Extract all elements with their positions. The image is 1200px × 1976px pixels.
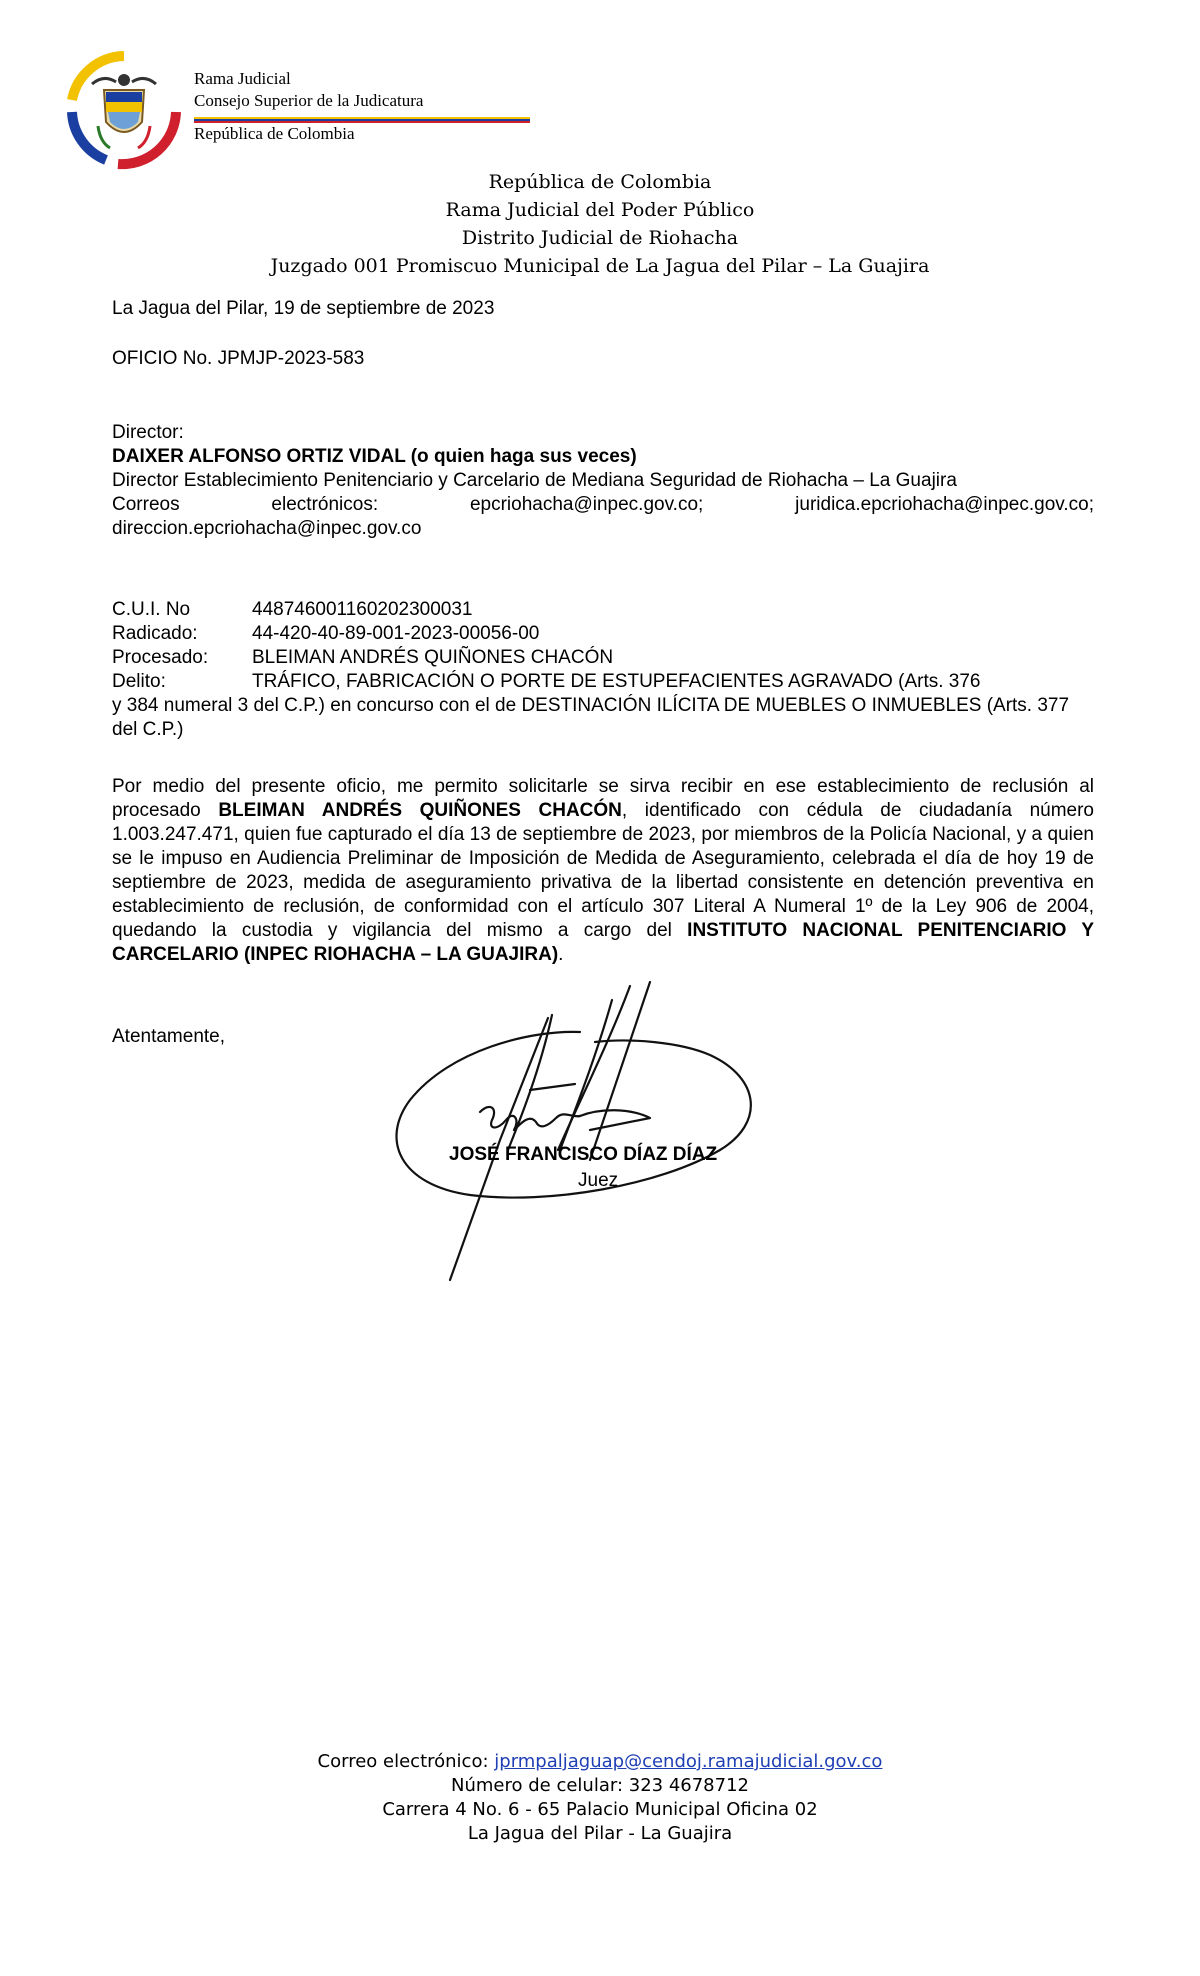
recipient-position: Director Establecimiento Penitenciario y Carcelario de Mediana Seguridad de Riohacha – La Guajira: [112, 470, 957, 491]
recipient-title: Director:: [112, 422, 184, 443]
letterhead-line3: República de Colombia: [194, 124, 355, 143]
delito-continuation: y 384 numeral 3 del C.P.) en concurso con el de DESTINACIÓN ILÍCITA DE MUEBLES O INMUEBLES (Arts. 377 del C.P.): [112, 695, 1070, 740]
body-bold-name: BLEIMAN ANDRÉS QUIÑONES CHACÓN: [218, 800, 622, 821]
recipient-name: DAIXER ALFONSO ORTIZ VIDAL (o quien haga sus veces): [112, 446, 637, 467]
footer-city: La Jagua del Pilar - La Guajira: [467, 1823, 733, 1844]
footer-email-label: Correo electrónico:: [317, 1751, 495, 1772]
letterhead-text: [194, 68, 423, 112]
delito-label: Delito:: [112, 671, 166, 692]
letterhead-line1: Rama Judicial: [194, 69, 291, 88]
case-delito-row: [112, 670, 1094, 694]
cui-label: C.U.I. No: [112, 599, 191, 620]
date-line: La Jagua del Pilar, 19 de septiembre de 2023: [112, 298, 495, 319]
closing: Atentamente,: [112, 1026, 226, 1047]
case-details: [112, 598, 1094, 742]
body-part3: .: [558, 944, 564, 965]
body-paragraph: [112, 775, 1094, 967]
oficio-number: OFICIO No. JPMJP-2023-583: [112, 348, 365, 369]
letterhead-logo: [64, 50, 484, 170]
signer-role: Juez: [578, 1170, 619, 1191]
body-part2: , identificado con cédula de ciudadanía número 1.003.247.471, quien fue capturado el día 13 de septiembre de 2023, por miembros de la Policía Nacional, y a quien se le impuso en Audiencia Preliminar de Imposición de Medida de Aseguramiento, celebrada el día de hoy 19 de septiembre de 2023, medida de aseguramiento privativa de la libertad consistente en detención preventiva en establecimiento de reclusión, de conformidad con el artículo 307 Literal A Numeral 1º de la Ley 906 de 2004, quedando la custodia y vigilancia del mismo a cargo del: [112, 800, 1094, 941]
letterhead-line2: Consejo Superior de la Judicatura: [194, 91, 424, 110]
court-header: [0, 168, 1200, 280]
court-line3: Distrito Judicial de Riohacha: [461, 227, 739, 249]
court-line1: República de Colombia: [488, 171, 712, 193]
footer-phone: Número de celular: 323 4678712: [451, 1775, 749, 1796]
footer-email-link[interactable]: jprmpaljaguap@cendoj.ramajudicial.gov.co: [494, 1751, 883, 1772]
signer-name: JOSÉ FRANCISCO DÍAZ DÍAZ: [449, 1144, 718, 1165]
case-procesado-row: [112, 646, 1094, 670]
case-cui-row: [112, 598, 1094, 622]
delito-value: TRÁFICO, FABRICACIÓN O PORTE DE ESTUPEFACIENTES AGRAVADO (Arts. 376: [252, 671, 981, 692]
recipient-emails: Correos electrónicos: epcriohacha@inpec.gov.co; juridica.epcriohacha@inpec.gov.co; direccion.epcriohacha@inpec.gov.co: [112, 494, 1094, 539]
tricolor-rule: [194, 117, 530, 122]
coat-of-arms-seal-icon: [64, 50, 184, 170]
cui-value: 448746001160202300031: [252, 599, 473, 620]
footer-address: Carrera 4 No. 6 - 65 Palacio Municipal Oficina 02: [382, 1799, 818, 1820]
footer: [0, 1750, 1200, 1846]
case-radicado-row: [112, 622, 1094, 646]
procesado-value: BLEIMAN ANDRÉS QUIÑONES CHACÓN: [252, 647, 614, 668]
procesado-label: Procesado:: [112, 647, 209, 668]
court-line4: Juzgado 001 Promiscuo Municipal de La Jagua del Pilar – La Guajira: [270, 255, 930, 277]
court-line2: Rama Judicial del Poder Público: [445, 199, 755, 221]
radicado-value: 44-420-40-89-001-2023-00056-00: [252, 623, 540, 644]
footer-email-line: [0, 1750, 1200, 1774]
body-bold-institute: INSTITUTO NACIONAL PENITENCIARIO Y CARCELARIO (INPEC RIOHACHA – LA GUAJIRA): [112, 920, 1095, 965]
radicado-label: Radicado:: [112, 623, 198, 644]
body-part1: Por medio del presente oficio, me permito solicitarle se sirva recibir en ese establecimiento de reclusión al procesado: [112, 776, 1094, 821]
recipient-block: [112, 421, 1094, 541]
